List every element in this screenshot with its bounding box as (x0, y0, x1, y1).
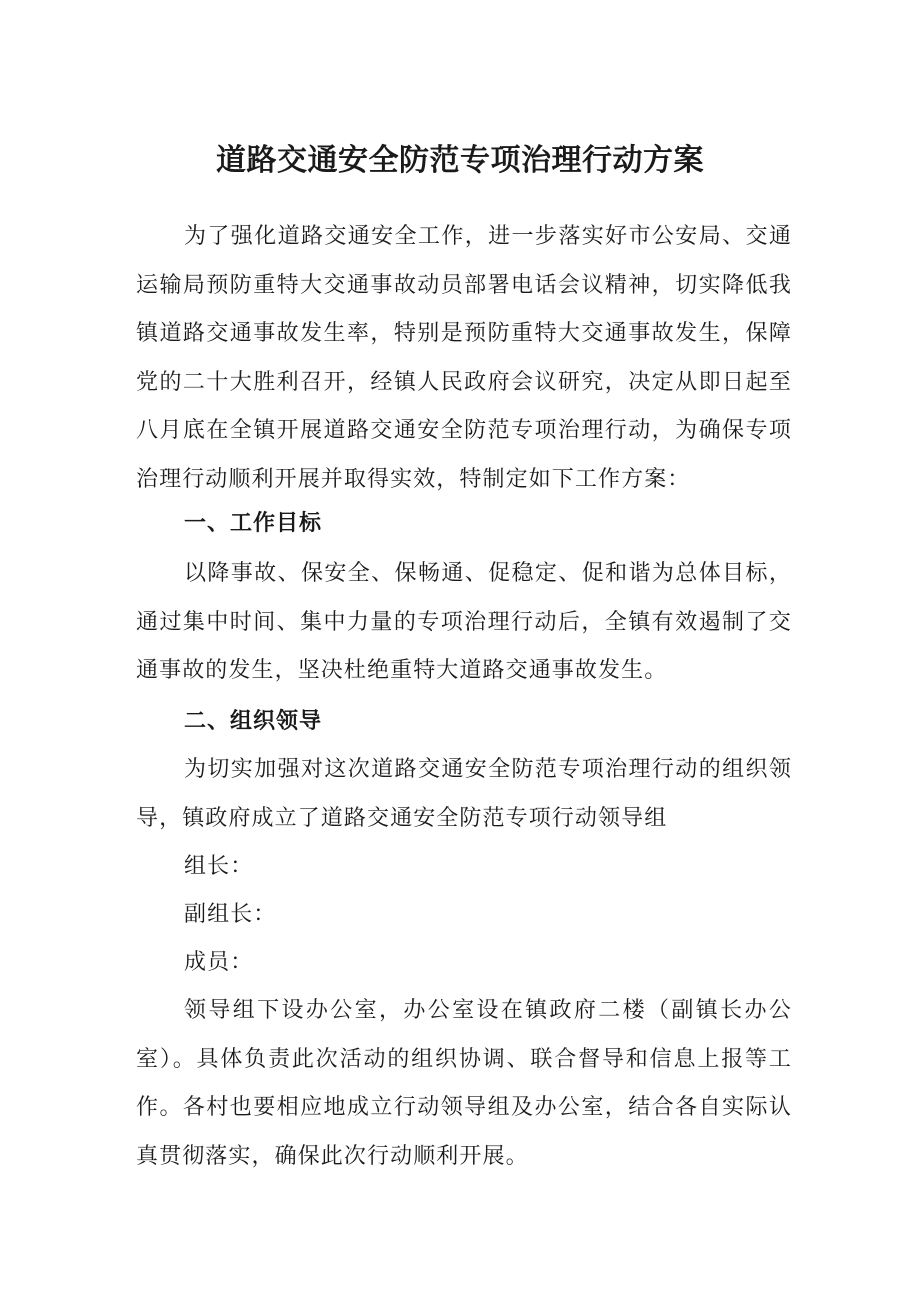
goals-paragraph: 以降事故、保安全、保畅通、促稳定、促和谐为总体目标，通过集中时间、集中力量的专项治理行动后，全镇有效遏制了交通事故的发生，坚决杜绝重特大道路交通事故发生。 (136, 561, 792, 683)
leader-label: 组长： (184, 854, 254, 879)
organization-paragraph: 为切实加强对这次道路交通安全防范专项治理行动的组织领导，镇政府成立了道路交通安全防范专项行动领导组 (136, 757, 792, 831)
document-title: 道路交通安全防范专项治理行动方案 (216, 143, 704, 178)
section-heading-organization: 二、组织领导 (184, 709, 323, 734)
members-label: 成员： (184, 950, 254, 975)
intro-paragraph: 为了强化道路交通安全工作，进一步落实好市公安局、交通运输局预防重特大交通事故动员部署电话会议精神，切实降低我镇道路交通事故发生率，特别是预防重特大交通事故发生，保障党的二十大胜利召开，经镇人民政府会议研究，决定从即日起至八月底在全镇开展道路交通安全防范专项治理行动，为确保专项治理行动顺利开展并取得实效，特制定如下工作方案： (136, 224, 792, 492)
section-heading-goals: 一、工作目标 (184, 511, 323, 536)
deputy-leader-label: 副组长： (184, 902, 277, 927)
office-paragraph: 领导组下设办公室，办公室设在镇政府二楼（副镇长办公室）。具体负责此次活动的组织协调、联合督导和信息上报等工作。各村也要相应地成立行动领导组及办公室，结合各自实际认真贯彻落实，确保此次行动顺利开展。 (136, 998, 792, 1169)
